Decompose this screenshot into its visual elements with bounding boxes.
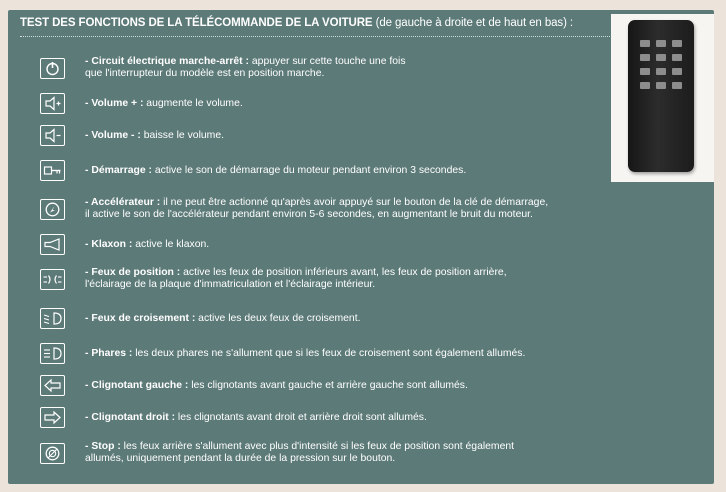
- function-row-accelerator: [40, 197, 548, 221]
- function-row-volume-up: [40, 93, 243, 114]
- remote-button: [656, 82, 666, 89]
- volume-down-icon: [40, 125, 65, 146]
- function-row-position-lights: [40, 267, 507, 291]
- high-beam-icon: [40, 343, 65, 364]
- function-row-power: [40, 56, 406, 80]
- remote-button: [672, 54, 682, 61]
- remote-button: [672, 68, 682, 75]
- remote-button: [672, 40, 682, 47]
- function-label: - Volume + :: [85, 97, 144, 109]
- function-row-ignition: [40, 160, 466, 181]
- remote-button: [672, 82, 682, 89]
- function-row-volume-down: [40, 125, 224, 146]
- function-desc: les deux phares ne s'allument que si les feux de croisement sont également allumés.: [132, 347, 526, 359]
- function-desc: augmente le volume.: [143, 97, 243, 109]
- title-main: TEST DES FONCTIONS DE LA TÉLÉCOMMANDE DE LA VOITURE: [20, 17, 373, 29]
- low-beam-icon: [40, 308, 65, 329]
- function-desc: appuyer sur cette touche une fois: [249, 56, 406, 67]
- function-label: - Volume - :: [85, 129, 141, 141]
- function-label: - Accélérateur :: [85, 197, 161, 208]
- function-desc: les clignotants avant droit et arrière droit sont allumés.: [175, 411, 427, 423]
- function-row-left-indicator: [40, 375, 468, 396]
- power-icon: [40, 58, 65, 79]
- title-subtitle: (de gauche à droite et de haut en bas) :: [375, 17, 573, 29]
- function-label: - Clignotant gauche :: [85, 379, 189, 391]
- remote-button: [640, 40, 650, 47]
- function-desc-line2: l'éclairage de la plaque d'immatriculation et l'éclairage intérieur.: [85, 279, 376, 290]
- stop-light-icon: [40, 443, 65, 464]
- function-desc: il ne peut être actionné qu'après avoir appuyé sur le bouton de la clé de démarrage,: [160, 197, 549, 208]
- function-label: - Feux de position :: [85, 267, 181, 278]
- remote-button: [656, 54, 666, 61]
- accelerator-icon: [40, 199, 65, 220]
- horn-icon: [40, 234, 65, 255]
- function-label: - Phares :: [85, 347, 133, 359]
- function-desc: baisse le volume.: [140, 129, 224, 141]
- function-row-stop: [40, 441, 514, 465]
- function-desc: active les feux de position inférieurs avant, les feux de position arrière,: [180, 267, 507, 278]
- right-arrow-icon: [40, 407, 65, 428]
- remote-button: [640, 82, 650, 89]
- remote-button: [640, 68, 650, 75]
- function-desc: active le klaxon.: [132, 238, 210, 250]
- function-label: - Clignotant droit :: [85, 411, 176, 423]
- function-desc: les feux arrière s'allument avec plus d'intensité si les feux de position sont également: [120, 441, 515, 452]
- left-arrow-icon: [40, 375, 65, 396]
- function-desc: active les deux feux de croisement.: [195, 312, 361, 324]
- function-desc-line2: que l'interrupteur du modèle est en position marche.: [85, 68, 325, 79]
- function-row-high-beam: [40, 343, 525, 364]
- function-label: - Démarrage :: [85, 164, 152, 176]
- remote-button: [656, 40, 666, 47]
- page-title: [20, 17, 573, 29]
- function-desc-line2: allumés, uniquement pendant la durée de la pression sur le bouton.: [85, 453, 396, 464]
- title-divider: [20, 36, 610, 37]
- position-lights-icon: [40, 269, 65, 290]
- function-row-horn: [40, 234, 209, 255]
- function-desc: active le son de démarrage du moteur pendant environ 3 secondes.: [152, 164, 467, 176]
- function-desc-line2: il active le son de l'accélérateur pendant environ 5-6 secondes, en augmentant le bruit du moteur.: [85, 209, 533, 220]
- function-row-low-beam: [40, 308, 360, 329]
- function-label: - Stop :: [85, 441, 121, 452]
- function-desc: les clignotants avant gauche et arrière gauche sont allumés.: [188, 379, 468, 391]
- function-label: - Circuit électrique marche-arrêt :: [85, 56, 249, 67]
- remote-control-image: [628, 20, 694, 172]
- ignition-key-icon: [40, 160, 65, 181]
- function-label: - Feux de croisement :: [85, 312, 196, 324]
- function-row-right-indicator: [40, 407, 427, 428]
- volume-up-icon: [40, 93, 65, 114]
- remote-button: [656, 68, 666, 75]
- remote-button: [640, 54, 650, 61]
- function-label: - Klaxon :: [85, 238, 133, 250]
